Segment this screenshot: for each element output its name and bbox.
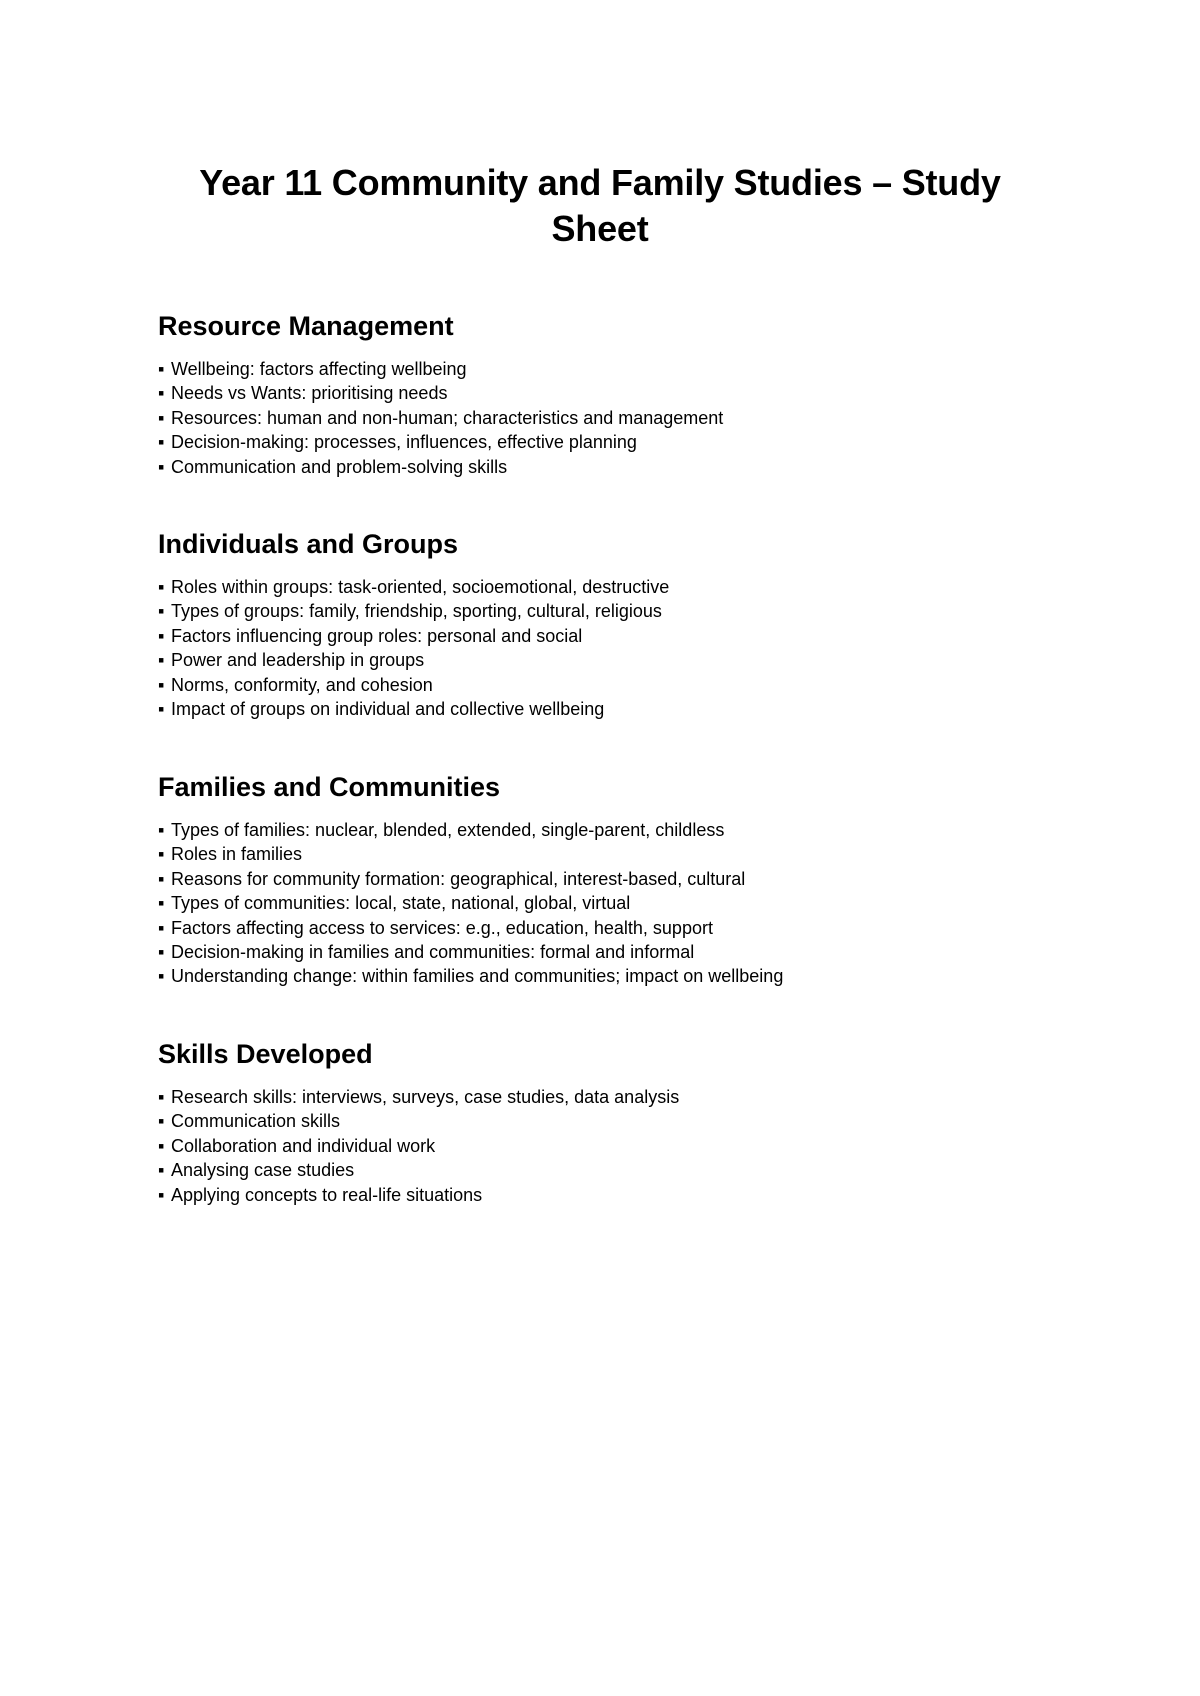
list-item-text: Needs vs Wants: prioritising needs (171, 383, 448, 404)
list-item-text: Types of communities: local, state, national, global, virtual (171, 893, 631, 914)
section-heading: Skills Developed (158, 1039, 373, 1069)
bullet-marker: ▪ (158, 383, 165, 404)
bullet-marker: ▪ (158, 456, 165, 477)
list-item (158, 357, 1058, 381)
list-item (158, 1109, 1058, 1133)
bullet-marker: ▪ (158, 1111, 165, 1132)
list-item-text: Resources: human and non-human; characteristics and management (171, 407, 724, 428)
list-item-text: Decision-making in families and communities: formal and informal (171, 942, 695, 963)
list-item (158, 1183, 1058, 1207)
bullet-marker: ▪ (158, 407, 165, 428)
list-item-text: Norms, conformity, and cohesion (171, 674, 433, 695)
list-item-text: Communication skills (171, 1111, 341, 1132)
bullet-marker: ▪ (158, 601, 165, 622)
list-item (158, 842, 1058, 866)
list-item-text: Factors influencing group roles: personal and social (171, 625, 583, 646)
list-item (158, 867, 1058, 891)
list-item-text: Research skills: interviews, surveys, case studies, data analysis (171, 1087, 680, 1107)
list-item (158, 381, 1058, 405)
bullet-marker: ▪ (158, 820, 165, 840)
list-item-text: Reasons for community formation: geographical, interest-based, cultural (171, 868, 746, 889)
list-item-text: Understanding change: within families and communities; impact on wellbeing (171, 966, 784, 987)
bullet-marker: ▪ (158, 650, 165, 671)
list-item-text: Analysing case studies (171, 1160, 355, 1181)
list-item-text: Roles in families (171, 844, 303, 865)
list-item (158, 1134, 1058, 1158)
list-item (158, 455, 1058, 479)
section-heading: Resource Management (158, 311, 454, 341)
list-item-text: Factors affecting access to services: e.g., education, health, support (171, 917, 713, 938)
list-item (158, 964, 1058, 988)
bullet-marker: ▪ (158, 844, 165, 865)
list-item-text: Wellbeing: factors affecting wellbeing (171, 359, 467, 379)
bullet-list (158, 575, 1058, 721)
list-item (158, 599, 1058, 623)
list-item (158, 1158, 1058, 1182)
bullet-marker: ▪ (158, 432, 165, 453)
document-title: Year 11 Community and Family Studies – Study Sheet (199, 162, 1001, 249)
list-item (158, 575, 1058, 599)
bullet-marker: ▪ (158, 1160, 165, 1181)
bullet-marker: ▪ (158, 359, 165, 379)
list-item-text: Impact of groups on individual and collective wellbeing (171, 699, 605, 720)
bullet-marker: ▪ (158, 699, 165, 720)
bullet-list (158, 818, 1058, 989)
bullet-marker: ▪ (158, 674, 165, 695)
list-item-text: Power and leadership in groups (171, 650, 425, 671)
bullet-marker: ▪ (158, 893, 165, 914)
list-item (158, 697, 1058, 721)
bullet-list (158, 1085, 1058, 1207)
list-item (158, 406, 1058, 430)
section-heading: Families and Communities (158, 772, 501, 802)
list-item (158, 648, 1058, 672)
list-item (158, 673, 1058, 697)
list-item-text: Types of groups: family, friendship, sporting, cultural, religious (171, 601, 662, 622)
bullet-marker: ▪ (158, 1135, 165, 1156)
bullet-marker: ▪ (158, 1087, 165, 1107)
list-item-text: Communication and problem-solving skills (171, 456, 508, 477)
bullet-marker: ▪ (158, 942, 165, 963)
list-item (158, 916, 1058, 940)
list-item (158, 624, 1058, 648)
bullet-list (158, 357, 1058, 479)
list-item (158, 891, 1058, 915)
section-heading: Individuals and Groups (158, 529, 459, 559)
list-item-text: Applying concepts to real-life situations (171, 1184, 483, 1205)
bullet-marker: ▪ (158, 1184, 165, 1205)
list-item (158, 1085, 1058, 1109)
list-item (158, 430, 1058, 454)
list-item (158, 940, 1058, 964)
section-families-and-communities (158, 770, 1058, 989)
list-item-text: Decision-making: processes, influences, effective planning (171, 432, 637, 453)
section-individuals-and-groups (158, 527, 1058, 721)
section-resource-management (158, 309, 1058, 479)
bullet-marker: ▪ (158, 625, 165, 646)
list-item-text: Roles within groups: task-oriented, socioemotional, destructive (171, 577, 670, 597)
bullet-marker: ▪ (158, 917, 165, 938)
bullet-marker: ▪ (158, 868, 165, 889)
list-item (158, 818, 1058, 842)
list-item-text: Types of families: nuclear, blended, extended, single-parent, childless (171, 820, 725, 840)
list-item-text: Collaboration and individual work (171, 1135, 436, 1156)
section-skills-developed (158, 1037, 1058, 1207)
bullet-marker: ▪ (158, 966, 165, 987)
bullet-marker: ▪ (158, 577, 165, 597)
